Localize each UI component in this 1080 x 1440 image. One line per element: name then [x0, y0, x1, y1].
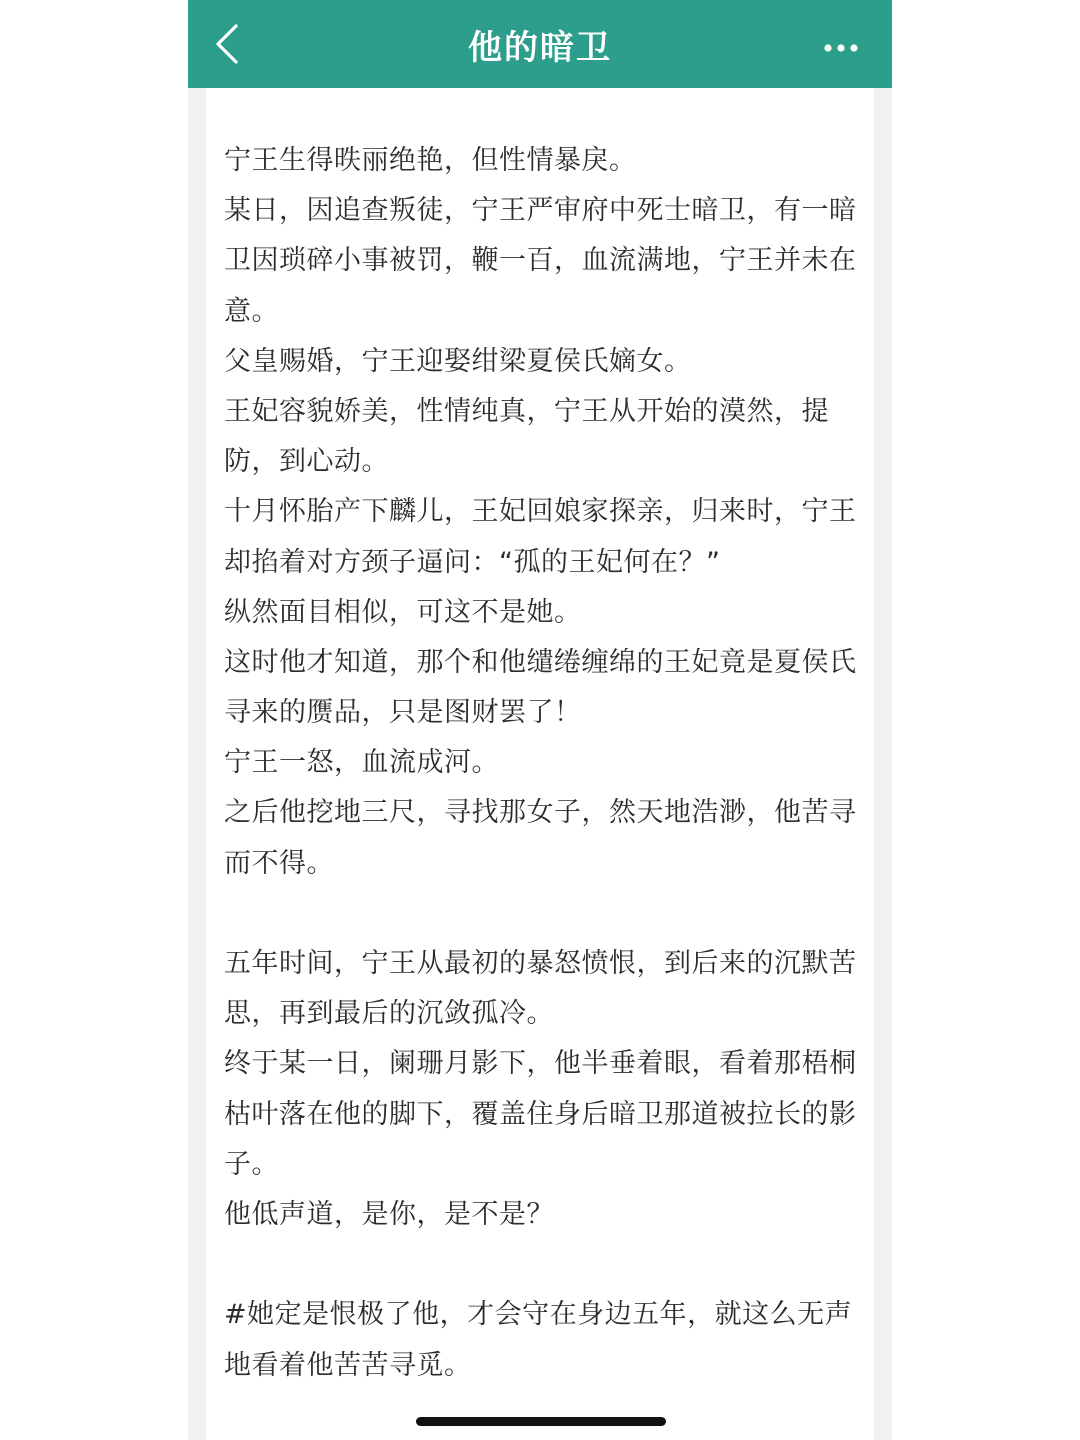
text-line: 他低声道，是你，是不是？ — [224, 1198, 554, 1230]
text-line: 而不得。 — [224, 847, 334, 879]
text-line: 防，到心动。 — [224, 446, 389, 478]
text-line: 纵然面目相似，可这不是她。 — [224, 596, 582, 628]
article-content — [206, 88, 874, 1440]
blank-line — [224, 1240, 864, 1290]
text-line: 宁王生得昳丽绝艳，但性情暴戾。 — [224, 145, 637, 176]
more-options-button[interactable] — [824, 40, 858, 54]
text-line: 子。 — [224, 1148, 279, 1180]
text-line: 王妃容貌娇美，性情纯真，宁王从开始的漠然，提 — [224, 395, 829, 427]
text-line: 枯叶落在他的脚下，覆盖住身后暗卫那道被拉长的影 — [224, 1098, 857, 1130]
text-line: 父皇赐婚，宁王迎娶绀梁夏侯氏嫡女。 — [224, 345, 692, 377]
text-line: 卫因琐碎小事被罚，鞭一百，血流满地，宁王并未在 — [224, 245, 857, 277]
text-line: #她定是恨极了他，才会守在身边五年，就这么无声 — [224, 1299, 853, 1331]
text-line: 寻来的赝品，只是图财罢了！ — [224, 697, 582, 729]
chevron-left-icon — [208, 22, 252, 66]
text-line: 五年时间，宁王从最初的暴怒愤恨，到后来的沉默苦 — [224, 948, 857, 979]
phone-screen — [188, 0, 892, 1440]
text-line: 宁王一怒，血流成河。 — [224, 747, 499, 779]
blank-line — [224, 889, 864, 939]
text-line: 却掐着对方颈子逼问：“孤的王妃何在？” — [224, 546, 721, 578]
article-text — [224, 136, 864, 1391]
text-line: 这时他才知道，那个和他缱绻缠绵的王妃竟是夏侯氏 — [224, 646, 857, 678]
text-line: 终于某一日，阑珊月影下，他半垂着眼，看着那梧桐 — [224, 1048, 857, 1080]
more-dots-icon — [824, 41, 858, 55]
text-line: 十月怀胎产下麟儿，王妃回娘家探亲，归来时，宁王 — [224, 496, 857, 528]
text-line: 意。 — [224, 295, 279, 327]
text-line: 思，再到最后的沉敛孤冷。 — [224, 998, 554, 1030]
page-title: 他的暗卫 — [468, 28, 612, 68]
text-line: 之后他挖地三尺，寻找那女子，然天地浩渺，他苦寻 — [224, 797, 857, 829]
home-indicator[interactable] — [416, 1417, 666, 1426]
back-button[interactable] — [208, 22, 252, 66]
text-line: 某日，因追查叛徒，宁王严审府中死士暗卫，有一暗 — [224, 195, 857, 227]
text-line: 地看着他苦苦寻觅。 — [224, 1349, 472, 1381]
top-navigation-bar — [188, 0, 892, 88]
